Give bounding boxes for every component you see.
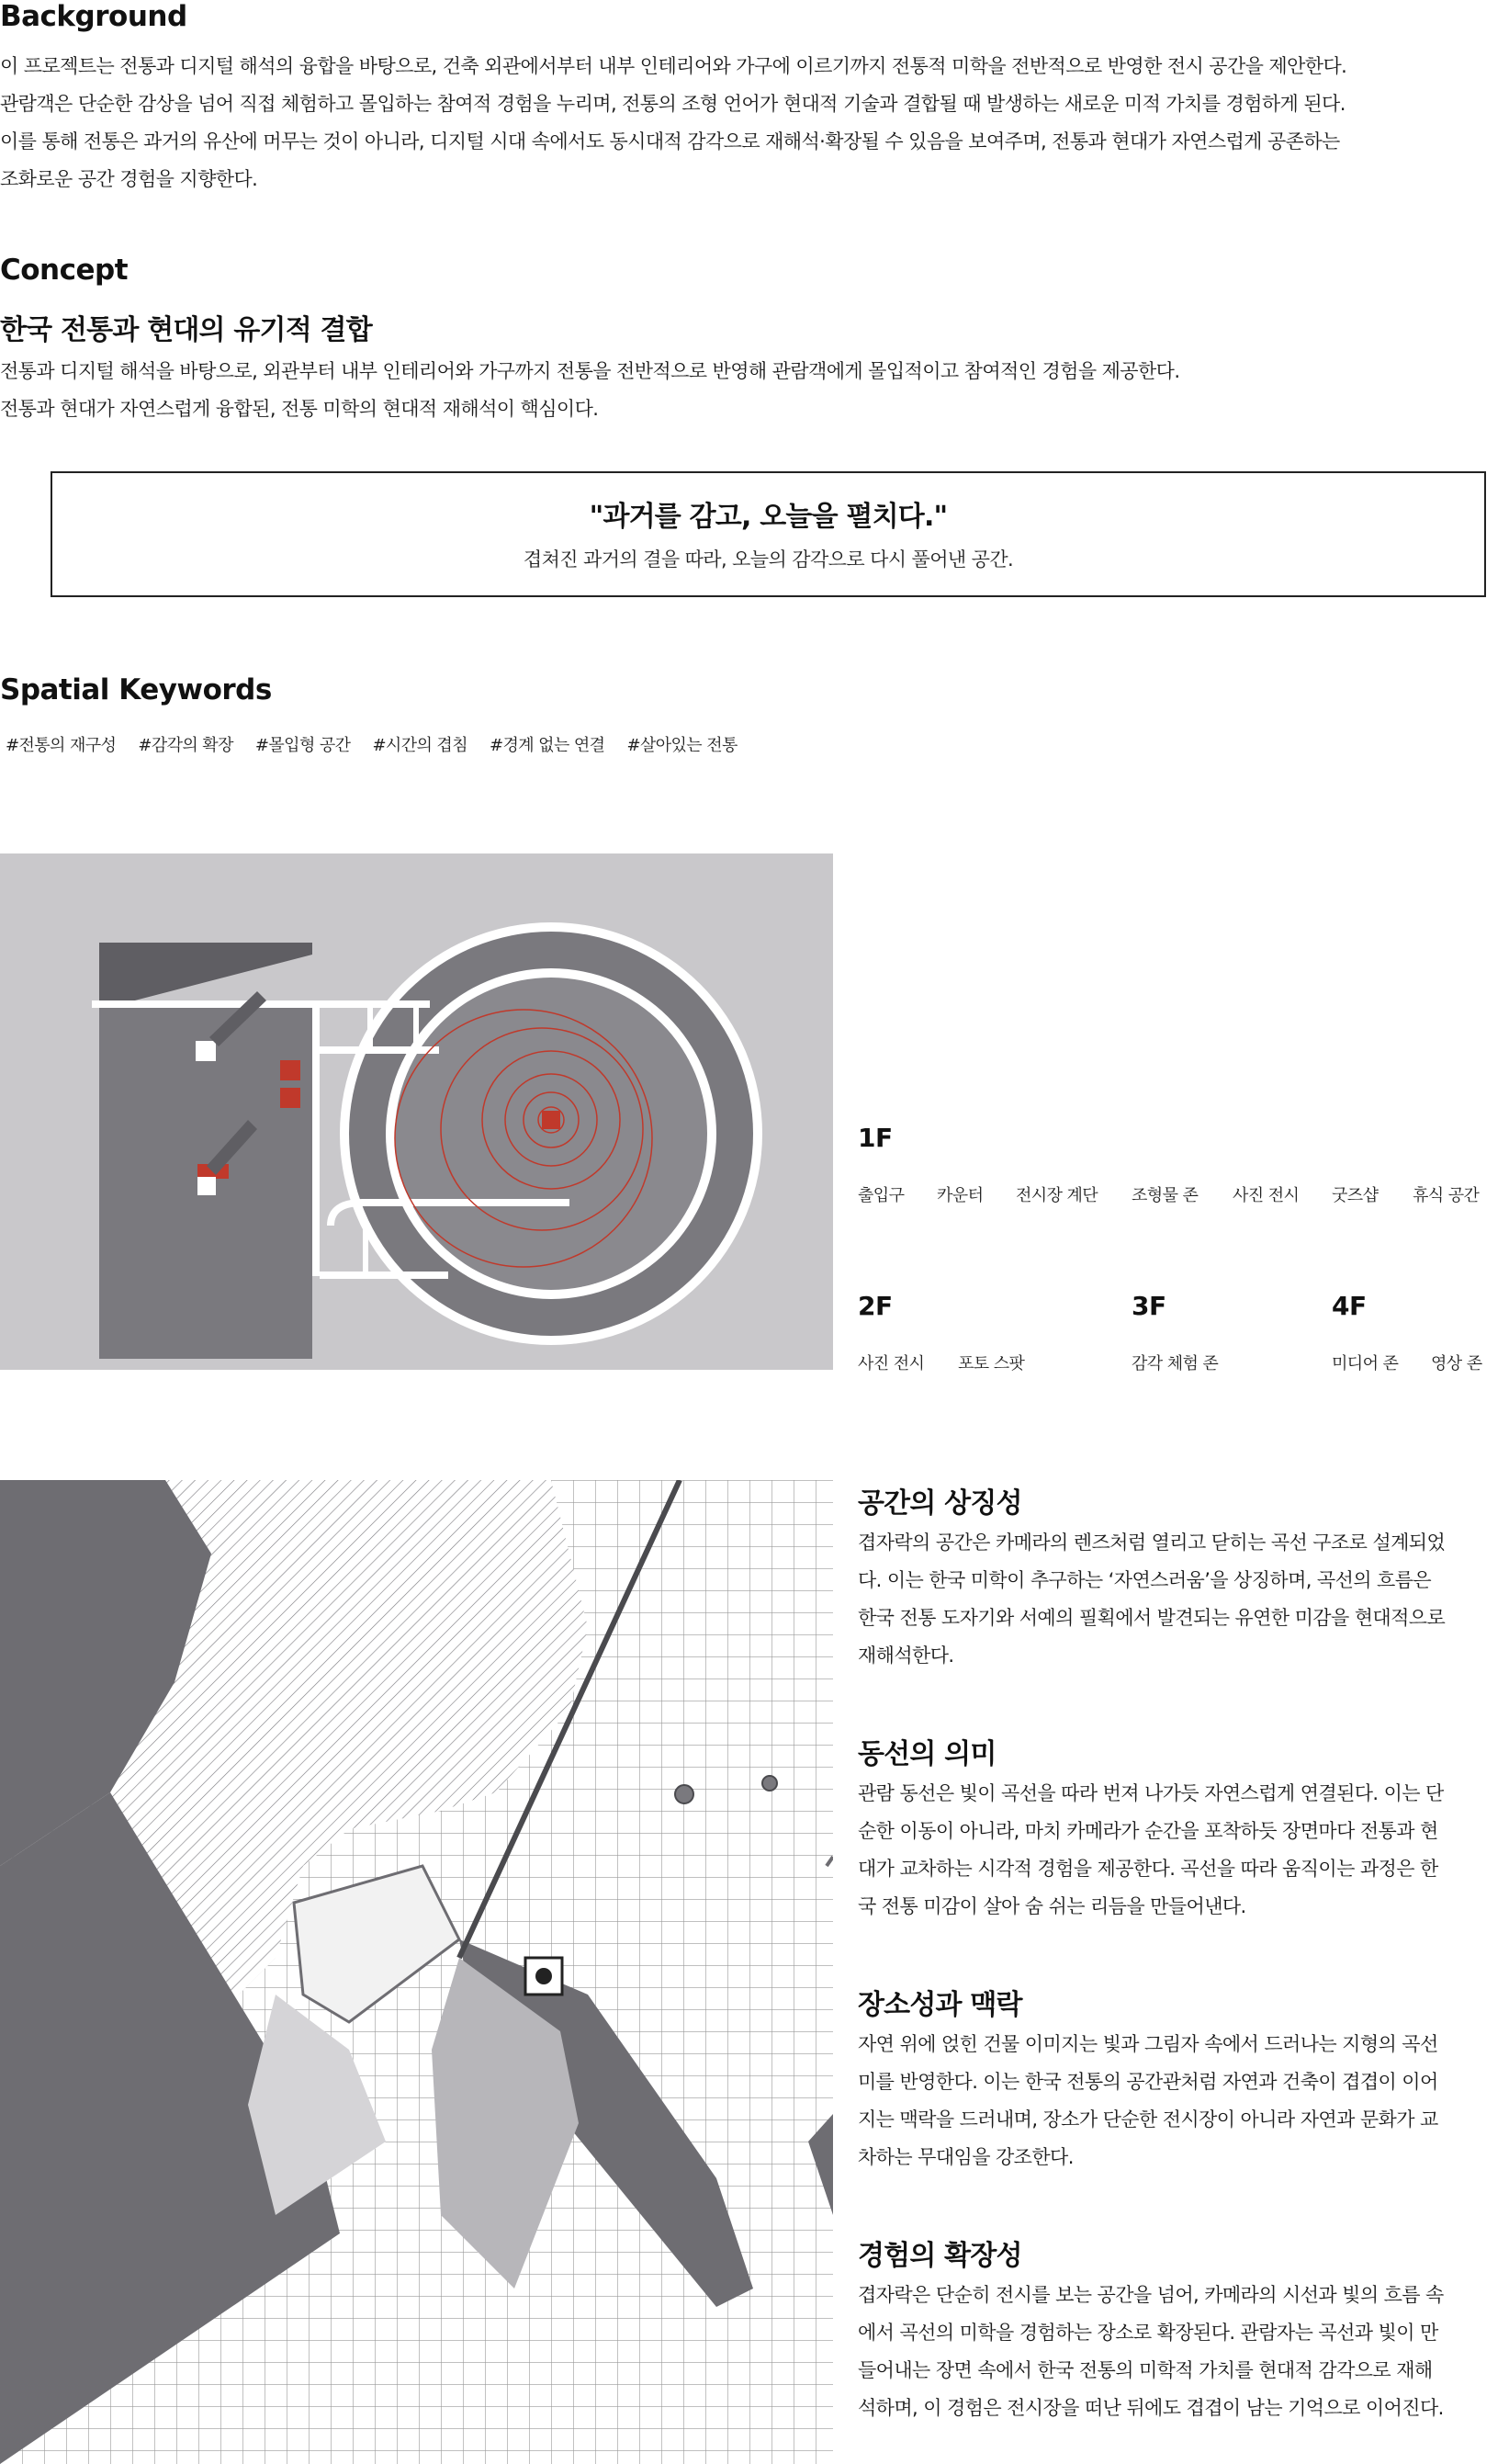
- keyword-tag: #시간의 겹침: [372, 736, 467, 755]
- section-line: 겹자락은 단순히 전시를 보는 공간을 넘어, 카메라의 시선과 빛의 흐름 속: [858, 2284, 1444, 2306]
- quote-subtext: 겹쳐진 과거의 결을 따라, 오늘의 감각으로 다시 풀어낸 공간.: [523, 548, 1014, 571]
- keyword-tag: #전통의 재구성: [6, 736, 117, 755]
- section-body: [858, 1524, 1509, 1675]
- quote-text: "과거를 감고, 오늘을 펼치다.": [589, 501, 948, 533]
- section-line: 에서 곡선의 미학을 경험하는 장소로 확장된다. 관람자는 곡선과 빛이 만: [858, 2322, 1438, 2344]
- plan-wall: [320, 1046, 439, 1054]
- section-line: 한국 전통 도자기와 서예의 필획에서 발견되는 유연한 미감을 현대적으로: [858, 1607, 1446, 1629]
- spatial-keywords-heading: Spatial Keywords: [0, 673, 272, 706]
- floor-1f-label: 1F: [858, 1123, 893, 1153]
- section-line: 지는 맥락을 드러내며, 장소가 단순한 전시장이 아니라 자연과 문화가 교: [858, 2108, 1438, 2131]
- concept-text: [0, 353, 1509, 428]
- plan-wall: [320, 1000, 430, 1008]
- keyword-tag: #살아있는 전통: [626, 736, 738, 755]
- floor-1f-item: 전시장 계단: [1016, 1186, 1098, 1205]
- site-camera-lens: [535, 1968, 552, 1984]
- floor-2f-item: 사진 전시: [858, 1354, 925, 1373]
- plan-center-marker: [542, 1111, 560, 1129]
- plan-furniture: [196, 1041, 216, 1061]
- plan-wall: [320, 1272, 448, 1279]
- section-line: 순한 이동이 아니라, 마치 카메라가 순간을 포착하듯 장면마다 전통과 현: [858, 1820, 1438, 1842]
- background-line: 조화로운 공간 경험을 지향한다.: [0, 168, 258, 190]
- plan-wall: [312, 1000, 320, 1276]
- background-heading: Background: [0, 0, 187, 33]
- site-rock: [675, 1785, 693, 1803]
- floor-4f-item: 미디어 존: [1332, 1354, 1399, 1373]
- plan-furniture: [280, 1088, 300, 1108]
- plan-wall: [413, 1008, 419, 1046]
- concept-subheading: 한국 전통과 현대의 유기적 결합: [0, 314, 372, 346]
- section-line: 재해석한다.: [858, 1645, 954, 1667]
- background-line: 이를 통해 전통은 과거의 유산에 머무는 것이 아니라, 디지털 시대 속에서도 동시대적 감각으로 재해석·확장될 수 있음을 보여주며, 전통과 현대가 자연스럽게 공존하는: [0, 130, 1340, 153]
- section-line: 들어내는 장면 속에서 한국 전통의 미학적 가치를 현대적 감각으로 재해: [858, 2359, 1433, 2381]
- floor-2f-label: 2F: [858, 1291, 893, 1321]
- section-title: 동선의 의미: [858, 1738, 997, 1770]
- plan-furniture: [197, 1177, 216, 1195]
- section-line: 석하며, 이 경험은 전시장을 떠난 뒤에도 겹겹이 남는 기억으로 이어진다.: [858, 2397, 1444, 2419]
- floor-4f-item: 영상 존: [1431, 1354, 1482, 1373]
- keyword-tag: #몰입형 공간: [254, 736, 351, 755]
- section-line: 미를 반영한다. 이는 한국 전통의 공간관처럼 자연과 건축이 겹겹이 이어: [858, 2071, 1438, 2093]
- section-line: 국 전통 미감이 살아 숨 쉬는 리듬을 만들어낸다.: [858, 1895, 1246, 1917]
- site-plan-illustration: [0, 1480, 833, 2464]
- floor-4f-label: 4F: [1332, 1291, 1367, 1321]
- quote-box: [51, 471, 1486, 597]
- floor-1f-item: 사진 전시: [1233, 1186, 1300, 1205]
- plan-wall: [363, 1226, 368, 1272]
- section-line: 차하는 무대임을 강조한다.: [858, 2146, 1074, 2168]
- section-line: 자연 위에 얹힌 건물 이미지는 빛과 그림자 속에서 드러나는 지형의 곡선: [858, 2033, 1438, 2055]
- section-title: 장소성과 맥락: [858, 1989, 1022, 2021]
- floor-1f-item: 휴식 공간: [1413, 1186, 1480, 1205]
- floor-3f-item: 감각 체험 존: [1132, 1354, 1219, 1373]
- floor-plan-illustration: [0, 853, 833, 1370]
- section-title: 경험의 확장성: [858, 2240, 1022, 2272]
- plan-inner-disc: [395, 978, 707, 1290]
- background-line: 이 프로젝트는 전통과 디지털 해석의 융합을 바탕으로, 건축 외관에서부터 내부 인테리어와 가구에 이르기까지 전통적 미학을 전반적으로 반영한 전시 공간을 제안한다.: [0, 55, 1347, 77]
- plan-furniture: [280, 1060, 300, 1080]
- section-body: [858, 2026, 1509, 2176]
- floor-2f-item: 포토 스팟: [958, 1354, 1025, 1373]
- floor-1f-item: 카운터: [937, 1186, 984, 1205]
- keyword-list: [6, 732, 760, 756]
- plan-wall: [367, 1008, 373, 1046]
- concept-line: 전통과 디지털 해석을 바탕으로, 외관부터 내부 인테리어와 가구까지 전통을 전반적으로 반영해 관람객에게 몰입적이고 참여적인 경험을 제공한다.: [0, 360, 1180, 382]
- background-text: [0, 48, 1509, 198]
- floor-1f-item: 조형물 존: [1132, 1186, 1199, 1205]
- keyword-tag: #감각의 확장: [138, 736, 233, 755]
- section-title: 공간의 상징성: [858, 1487, 1022, 1520]
- background-line: 관람객은 단순한 감상을 넘어 직접 체험하고 몰입하는 참여적 경험을 누리며, 전통의 조형 언어가 현대적 기술과 결합될 때 발생하는 새로운 미적 가치를 경험하게 된다.: [0, 93, 1346, 115]
- section-line: 관람 동선은 빛이 곡선을 따라 번져 나가듯 자연스럽게 연결된다. 이는 단: [858, 1782, 1444, 1804]
- concept-line: 전통과 현대가 자연스럽게 융합된, 전통 미학의 현대적 재해석이 핵심이다.: [0, 398, 599, 420]
- section-line: 겹자락의 공간은 카메라의 렌즈처럼 열리고 닫히는 곡선 구조로 설계되었: [858, 1532, 1446, 1554]
- keyword-tag: #경계 없는 연결: [489, 736, 605, 755]
- plan-block-edge: [92, 1000, 321, 1008]
- floor-1f-item: 출입구: [858, 1186, 905, 1205]
- section-body: [858, 1775, 1509, 1926]
- concept-heading: Concept: [0, 254, 129, 287]
- floor-3f-label: 3F: [1132, 1291, 1166, 1321]
- section-line: 대가 교차하는 시각적 경험을 제공한다. 곡선을 따라 움직이는 과정은 한: [858, 1858, 1438, 1880]
- section-line: 다. 이는 한국 미학이 추구하는 ‘자연스러움’을 상징하며, 곡선의 흐름은: [858, 1569, 1432, 1591]
- section-body: [858, 2277, 1509, 2427]
- site-rock: [762, 1776, 777, 1791]
- floor-1f-item: 굿즈샵: [1332, 1186, 1379, 1205]
